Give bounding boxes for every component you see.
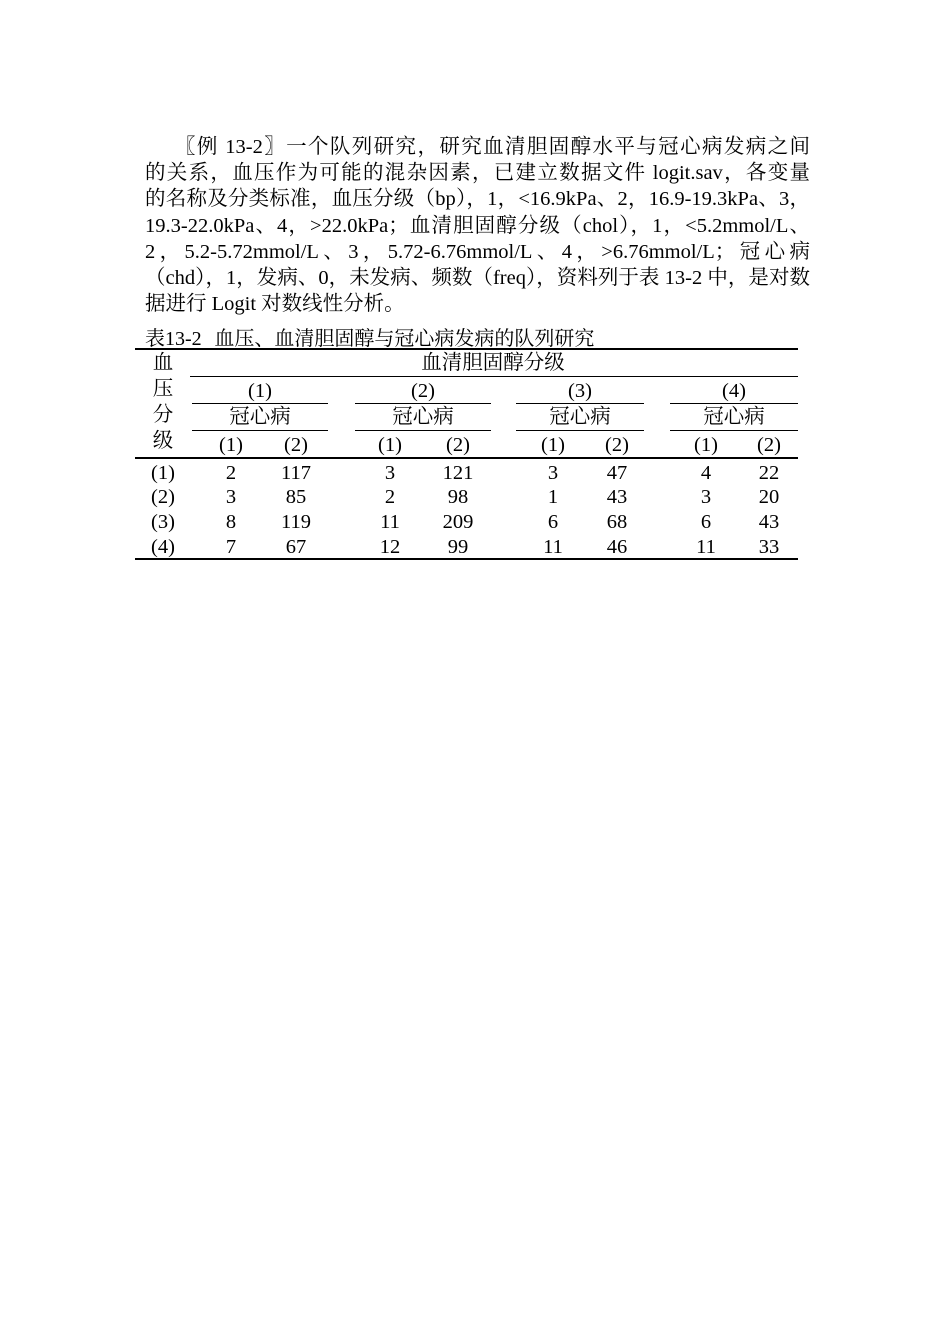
- table-cell: 3: [225, 486, 237, 508]
- row-label: (4): [151, 536, 175, 558]
- table-cell: 6: [700, 511, 712, 533]
- table-cell: 33: [758, 536, 780, 558]
- row-label: (3): [151, 511, 175, 533]
- group-sub-title: 冠心病: [703, 406, 765, 428]
- paragraph-line: （chd），1，发病、0，未发病、频数（freq），资料列于表 13-2 中，是对数: [145, 266, 810, 289]
- table-cell: 22: [758, 462, 780, 484]
- table-cell: 11: [696, 536, 716, 558]
- table-cell: 67: [285, 536, 307, 558]
- group-label-rule: [516, 403, 644, 404]
- table-cell: 99: [447, 536, 469, 558]
- table-cell: 3: [384, 462, 396, 484]
- group-label-rule: [192, 403, 328, 404]
- column-group-title: 血清胆固醇分级: [421, 352, 565, 374]
- group-sub-title: 冠心病: [549, 406, 611, 428]
- caption-title: 血压、血清胆固醇与冠心病发病的队列研究: [214, 326, 595, 350]
- paragraph-line: 的名称及分类标准，血压分级（bp），1，<16.9kPa、2，16.9-19.3kPa、3，: [145, 188, 810, 211]
- table-cell: 12: [379, 536, 401, 558]
- table-cell: 121: [442, 462, 474, 484]
- table-cell: 20: [758, 486, 780, 508]
- group-label-rule: [670, 403, 798, 404]
- sub-column-header: (2): [605, 434, 629, 456]
- table-cell: 2: [225, 462, 237, 484]
- group-sub-rule: [192, 430, 328, 431]
- table-cell: 43: [758, 511, 780, 533]
- table-cell: 2: [384, 486, 396, 508]
- group-label: (3): [568, 380, 592, 402]
- row-header-char: 血: [152, 352, 174, 374]
- table-cell: 85: [285, 486, 307, 508]
- group-sub-rule: [670, 430, 798, 431]
- table-caption: [145, 322, 594, 351]
- group-label-rule: [355, 403, 491, 404]
- table-cell: 4: [700, 462, 712, 484]
- group-title-rule: [190, 376, 798, 377]
- row-header-char: 分: [152, 404, 174, 426]
- table-cell: 11: [380, 511, 400, 533]
- caption-number: 13-2: [165, 328, 202, 350]
- group-sub-title: 冠心病: [229, 406, 291, 428]
- row-label: (2): [151, 486, 175, 508]
- sub-column-header: (1): [219, 434, 243, 456]
- table-cell: 43: [606, 486, 628, 508]
- sub-column-header: (1): [694, 434, 718, 456]
- group-label: (4): [722, 380, 746, 402]
- row-header-char: 压: [152, 378, 174, 400]
- table-cell: 209: [442, 511, 474, 533]
- row-header-char: 级: [152, 430, 174, 452]
- paragraph-line: 2，5.2-5.72mmol/L、3，5.72-6.76mmol/L、4，>6.76mmol/L；冠心病: [145, 240, 810, 263]
- table-cell: 3: [700, 486, 712, 508]
- group-label: (1): [248, 380, 272, 402]
- group-sub-title: 冠心病: [392, 406, 454, 428]
- sub-column-header: (2): [284, 434, 308, 456]
- table-cell: 6: [547, 511, 559, 533]
- row-label: (1): [151, 462, 175, 484]
- group-label: (2): [411, 380, 435, 402]
- example-paragraph: [145, 134, 810, 317]
- table-cell: 7: [225, 536, 237, 558]
- table-cell: 46: [606, 536, 628, 558]
- caption-prefix: 表: [145, 326, 165, 350]
- table-cell: 8: [225, 511, 237, 533]
- paragraph-line: 19.3-22.0kPa、4，>22.0kPa；血清胆固醇分级（chol），1，<5.2mmol/L、: [145, 214, 810, 237]
- paragraph-line: 据进行 Logit 对数线性分析。: [145, 293, 405, 316]
- paragraph-line: 的关系，血压作为可能的混杂因素，已建立数据文件 logit.sav，各变量: [145, 162, 810, 185]
- group-sub-rule: [355, 430, 491, 431]
- sub-column-header: (1): [378, 434, 402, 456]
- table-cell: 119: [281, 511, 311, 533]
- table-cell: 3: [547, 462, 559, 484]
- table-cell: 11: [543, 536, 563, 558]
- table-cell: 47: [606, 462, 628, 484]
- sub-column-header: (2): [757, 434, 781, 456]
- header-bottom-rule: [135, 457, 798, 459]
- table-top-rule: [135, 348, 798, 350]
- sub-column-header: (1): [541, 434, 565, 456]
- table-cell: 98: [447, 486, 469, 508]
- sub-column-header: (2): [446, 434, 470, 456]
- paragraph-line: 〖例 13-2〗一个队列研究，研究血清胆固醇水平与冠心病发病之间: [175, 136, 810, 158]
- group-sub-rule: [516, 430, 644, 431]
- table-cell: 68: [606, 511, 628, 533]
- table-cell: 117: [281, 462, 311, 484]
- table-cell: 1: [547, 486, 559, 508]
